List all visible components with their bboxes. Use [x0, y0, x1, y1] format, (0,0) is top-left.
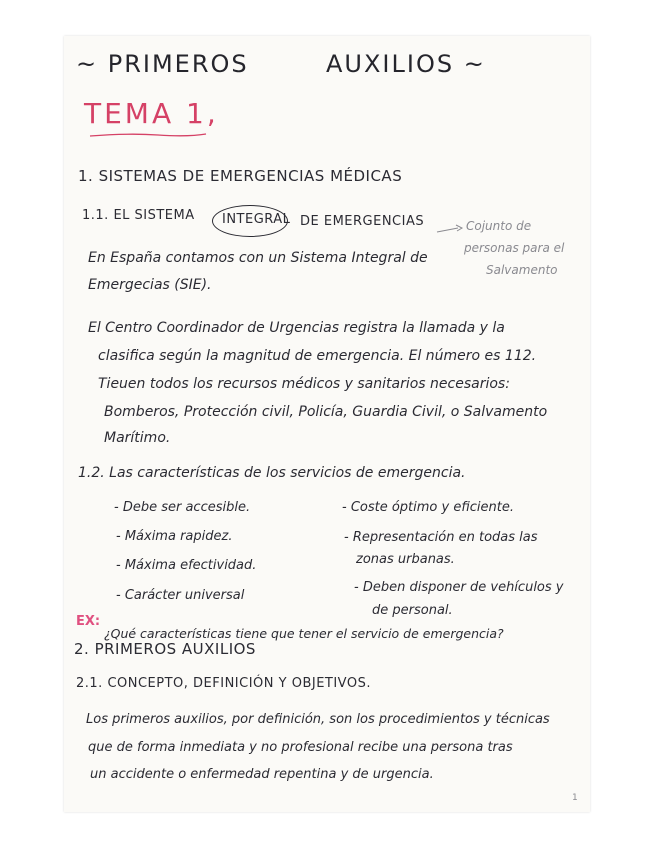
paragraph-2-line-3: Tieuen todos los recursos médicos y sanitarios necesarios:: [98, 376, 510, 392]
gloss-arrow: [436, 222, 468, 238]
section-1-2-heading: 1.2. Las características de los servicios de emergencia.: [78, 465, 466, 481]
notebook-page: [64, 36, 590, 812]
section-1-heading: 1. SISTEMAS DE EMERGENCIAS MÉDICAS: [78, 167, 403, 185]
title-primeros: ~ PRIMEROS: [76, 50, 249, 78]
section-2-heading: 2. PRIMEROS AUXILIOS: [74, 640, 256, 658]
paragraph-2-line-1: El Centro Coordinador de Urgencias registra la llamada y la: [88, 320, 505, 336]
example-label: EX:: [76, 614, 101, 629]
paragraph-1-line-1: En España contamos con un Sistema Integral de: [88, 250, 428, 266]
tema-heading: TEMA 1,: [84, 97, 219, 130]
left-list-item-4: - Carácter universal: [116, 588, 245, 603]
paragraph-2-line-5: Marítimo.: [104, 430, 171, 446]
section-1-1-heading-post: DE EMERGENCIAS: [300, 214, 425, 229]
left-list-item-2: - Máxima rapidez.: [116, 529, 233, 544]
section-1-1-heading-circled: INTEGRAL: [222, 212, 291, 227]
right-list-item-2b: zonas urbanas.: [356, 552, 455, 567]
left-list-item-1: - Debe ser accesible.: [114, 500, 251, 515]
section-1-1-heading-pre: 1.1. EL SISTEMA: [82, 208, 195, 223]
page-number: 1: [572, 793, 578, 803]
right-list-item-2: - Representación en todas las: [344, 530, 538, 545]
right-list-item-1: - Coste óptimo y eficiente.: [342, 500, 514, 515]
tema-underline: [88, 128, 208, 142]
paragraph-1-line-2: Emergecias (SIE).: [88, 277, 212, 293]
gloss-line-2: personas para el: [464, 241, 565, 255]
right-list-item-3: - Deben disponer de vehículos y: [354, 580, 564, 595]
left-list-item-3: - Máxima efectividad.: [116, 558, 257, 573]
paragraph-3-line-1: Los primeros auxilios, por definición, son los procedimientos y técnicas: [86, 712, 550, 727]
title-auxilios: AUXILIOS ~: [326, 50, 486, 78]
gloss-line-1: Cojunto de: [466, 219, 532, 233]
right-list-item-3b: de personal.: [372, 603, 453, 618]
gloss-line-3: Salvamento: [486, 263, 558, 277]
paragraph-2-line-2: clasifica según la magnitud de emergencia. El número es 112.: [98, 348, 537, 364]
section-2-1-heading: 2.1. CONCEPTO, DEFINICIÓN Y OBJETIVOS.: [76, 676, 371, 691]
paragraph-3-line-3: un accidente o enfermedad repentina y de urgencia.: [90, 767, 434, 782]
example-question: ¿Qué características tiene que tener el servicio de emergencia?: [104, 626, 504, 641]
paragraph-2-line-4: Bomberos, Protección civil, Policía, Guardia Civil, o Salvamento: [104, 404, 548, 420]
paragraph-3-line-2: que de forma inmediata y no profesional recibe una persona tras: [88, 740, 513, 755]
